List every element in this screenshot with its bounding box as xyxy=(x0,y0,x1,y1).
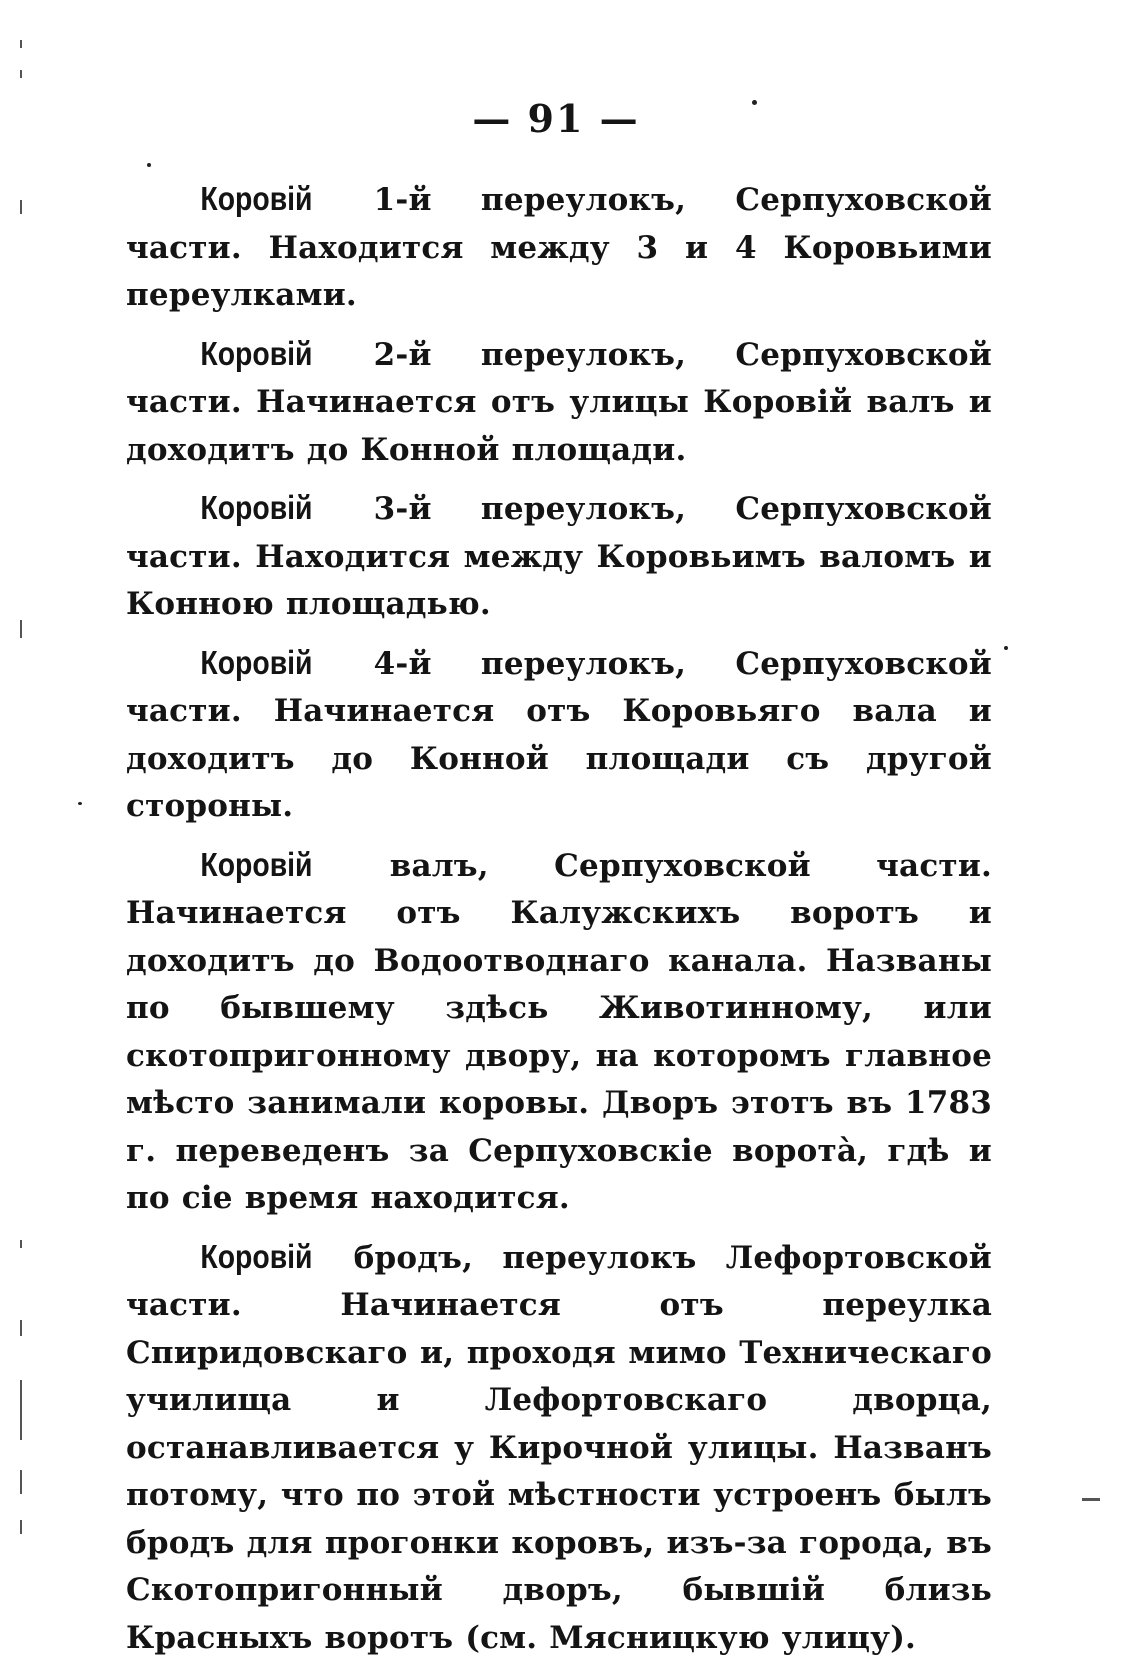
entry-text: бродъ, переулокъ Лефортовской части. Начинается отъ переулка Спиридовскаго и, проходя мимо Техническаго училища и Лефортовскаго дворца, останавливается у Кирочной улицы. Названъ потому, что по этой мѣстности устроенъ былъ бродъ для прогонки коровъ, изъ-за города, въ Скотопригонный дворъ, бывшій близь Красныхъ воротъ (см. Мясницкую улицу). xyxy=(126,1239,992,1656)
scan-margin-mark xyxy=(20,200,22,214)
entry-text: 4-й переулокъ, Серпуховской части. Начинается отъ Коровьяго вала и доходитъ до Конной площади съ другой стороны. xyxy=(126,645,992,824)
entry-korovy-val xyxy=(126,841,992,1223)
entry-headword: Коровій xyxy=(200,1237,313,1275)
entry-headword: Коровій xyxy=(200,180,313,217)
text-body xyxy=(126,175,992,1672)
entry-headword: Коровій xyxy=(200,643,313,681)
entry-headword: Коровій xyxy=(200,845,313,883)
entry-headword: Коровій xyxy=(200,489,313,526)
entry-korovy-3-pereulok xyxy=(126,484,992,629)
entry-korovy-4-pereulok xyxy=(126,639,992,831)
entry-korovy-2-pereulok xyxy=(126,330,992,475)
entry-korovy-brod xyxy=(126,1233,992,1663)
scan-margin-mark xyxy=(20,620,22,638)
scan-speck xyxy=(1004,646,1008,650)
scan-margin-mark xyxy=(20,1320,22,1336)
scan-speck xyxy=(147,163,151,167)
scan-margin-mark xyxy=(20,1470,22,1494)
scan-margin-mark xyxy=(20,1240,22,1248)
scan-speck xyxy=(752,100,757,105)
scan-margin-mark xyxy=(20,40,22,48)
page-number: — 91 — xyxy=(472,96,640,141)
entry-text: 3-й переулокъ, Серпуховской части. Находится между Коровьимъ валомъ и Конною площадью. xyxy=(126,491,992,622)
scan-margin-mark xyxy=(20,1520,22,1534)
scan-margin-mark xyxy=(20,70,22,78)
entry-text: 2-й переулокъ, Серпуховской части. Начинается отъ улицы Коровій валъ и доходитъ до Конной площади. xyxy=(126,336,992,468)
scan-margin-mark xyxy=(20,1380,22,1440)
entry-korovy-1-pereulok xyxy=(126,175,992,320)
scan-speck xyxy=(78,802,82,805)
entry-headword: Коровій xyxy=(200,334,313,372)
scan-margin-mark xyxy=(1082,1498,1100,1501)
entry-text: 1-й переулокъ, Серпуховской части. Находится между 3 и 4 Коровьими переулками. xyxy=(126,182,992,313)
entry-text: валъ, Серпуховской части. Начинается отъ Калужскихъ воротъ и доходитъ до Водоотводнаго канала. Названы по бывшему здѣсь Животинному, или скотопригонному двору, на которомъ главное мѣсто занимали коровы. Дворъ этотъ въ 1783 г. переведенъ за Серпуховскіе ворота̀, гдѣ и по сіе время находится. xyxy=(126,847,992,1216)
